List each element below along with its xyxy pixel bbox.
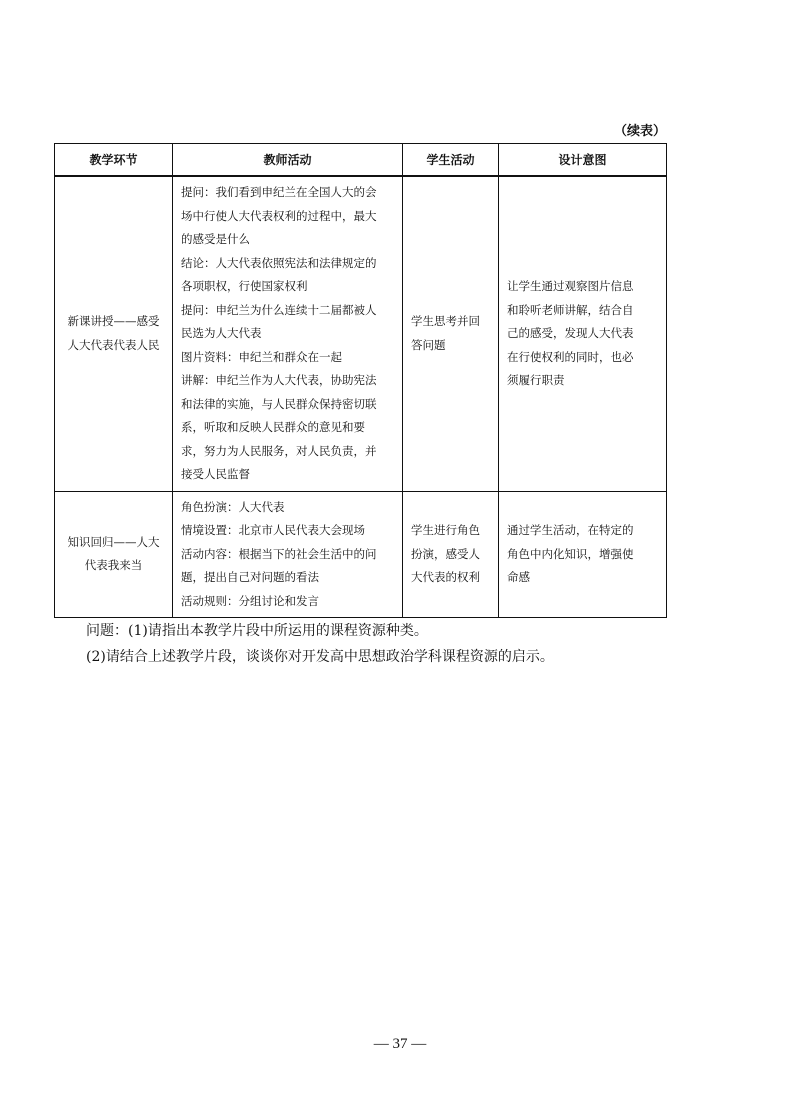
text-line: 新课讲授——感受 xyxy=(67,314,160,329)
text-line: 系，听取和反映人民群众的意见和要 xyxy=(181,420,365,434)
header-student-activity: 学生活动 xyxy=(403,144,499,177)
text-line: 学生思考并回 xyxy=(411,314,480,329)
question-1: 问题：(1)请指出本教学片段中所运用的课程资源种类。 xyxy=(86,623,428,639)
page-number: — 37 — xyxy=(373,1036,427,1052)
text-line: 在行使权利的同时，也必 xyxy=(507,349,634,364)
text-line: 答问题 xyxy=(411,337,446,352)
text-line: 活动内容：根据当下的社会生活中的问 xyxy=(181,546,377,561)
design-intent-cell xyxy=(499,491,667,618)
lesson-plan-table xyxy=(54,143,667,618)
teacher-activity-cell xyxy=(173,176,403,491)
text-line: 命感 xyxy=(507,570,530,584)
table-row xyxy=(55,176,667,491)
text-line: 讲解：申纪兰作为人大代表，协助宪法 xyxy=(181,373,377,387)
text-line: 角色中内化知识，增强使 xyxy=(507,546,634,561)
text-line: 图片资料：申纪兰和群众在一起 xyxy=(181,349,342,364)
continued-table-label: （续表） xyxy=(613,124,666,139)
table-row xyxy=(55,491,667,618)
text-line: 角色扮演：人大代表 xyxy=(181,499,285,514)
text-line: 求，努力为人民服务，对人民负责，并 xyxy=(181,443,377,458)
question-2: (2)请结合上述教学片段，谈谈你对开发高中思想政治学科课程资源的启示。 xyxy=(86,649,554,665)
header-design-intent: 设计意图 xyxy=(499,144,667,177)
text-line: 的感受是什么 xyxy=(181,232,250,246)
text-line: 己的感受，发现人大代表 xyxy=(507,326,634,340)
text-line: 情境设置：北京市人民代表大会现场 xyxy=(181,523,365,537)
text-line: 大代表的权利 xyxy=(411,570,480,584)
text-line: 活动规则：分组讨论和发言 xyxy=(181,593,319,608)
text-line: 结论：人大代表依照宪法和法律规定的 xyxy=(181,255,377,270)
text-line: 让学生通过观察图片信息 xyxy=(507,279,634,293)
text-line: 代表我来当 xyxy=(84,558,143,573)
design-intent-cell xyxy=(499,176,667,491)
text-line: 和聆听老师讲解，结合自 xyxy=(507,302,634,317)
header-teaching-stage: 教学环节 xyxy=(55,144,173,177)
text-line: 学生进行角色 xyxy=(411,523,480,537)
text-line: 知识回归——人大 xyxy=(67,534,160,549)
text-line: 和法律的实施，与人民群众保持密切联 xyxy=(181,396,377,411)
text-line: 人大代表代表人民 xyxy=(67,337,160,352)
text-line: 须履行职责 xyxy=(507,373,565,387)
student-activity-cell xyxy=(403,491,499,618)
text-line: 扮演，感受人 xyxy=(411,546,480,561)
teacher-activity-cell xyxy=(173,491,403,618)
student-activity-cell xyxy=(403,176,499,491)
text-line: 提问：我们看到申纪兰在全国人大的会 xyxy=(181,185,377,199)
stage-cell xyxy=(55,491,173,618)
table-header-row xyxy=(55,144,667,177)
text-line: 提问：申纪兰为什么连续十二届都被人 xyxy=(181,302,377,317)
text-line: 民选为人大代表 xyxy=(181,326,262,340)
text-line: 题，提出自己对问题的看法 xyxy=(181,570,319,584)
text-line: 接受人民监督 xyxy=(181,467,250,481)
stage-cell xyxy=(55,176,173,491)
header-teacher-activity: 教师活动 xyxy=(173,144,403,177)
text-line: 通过学生活动，在特定的 xyxy=(507,523,634,537)
text-line: 场中行使人大代表权利的过程中，最大 xyxy=(181,208,377,223)
text-line: 各项职权，行使国家权利 xyxy=(181,279,308,293)
